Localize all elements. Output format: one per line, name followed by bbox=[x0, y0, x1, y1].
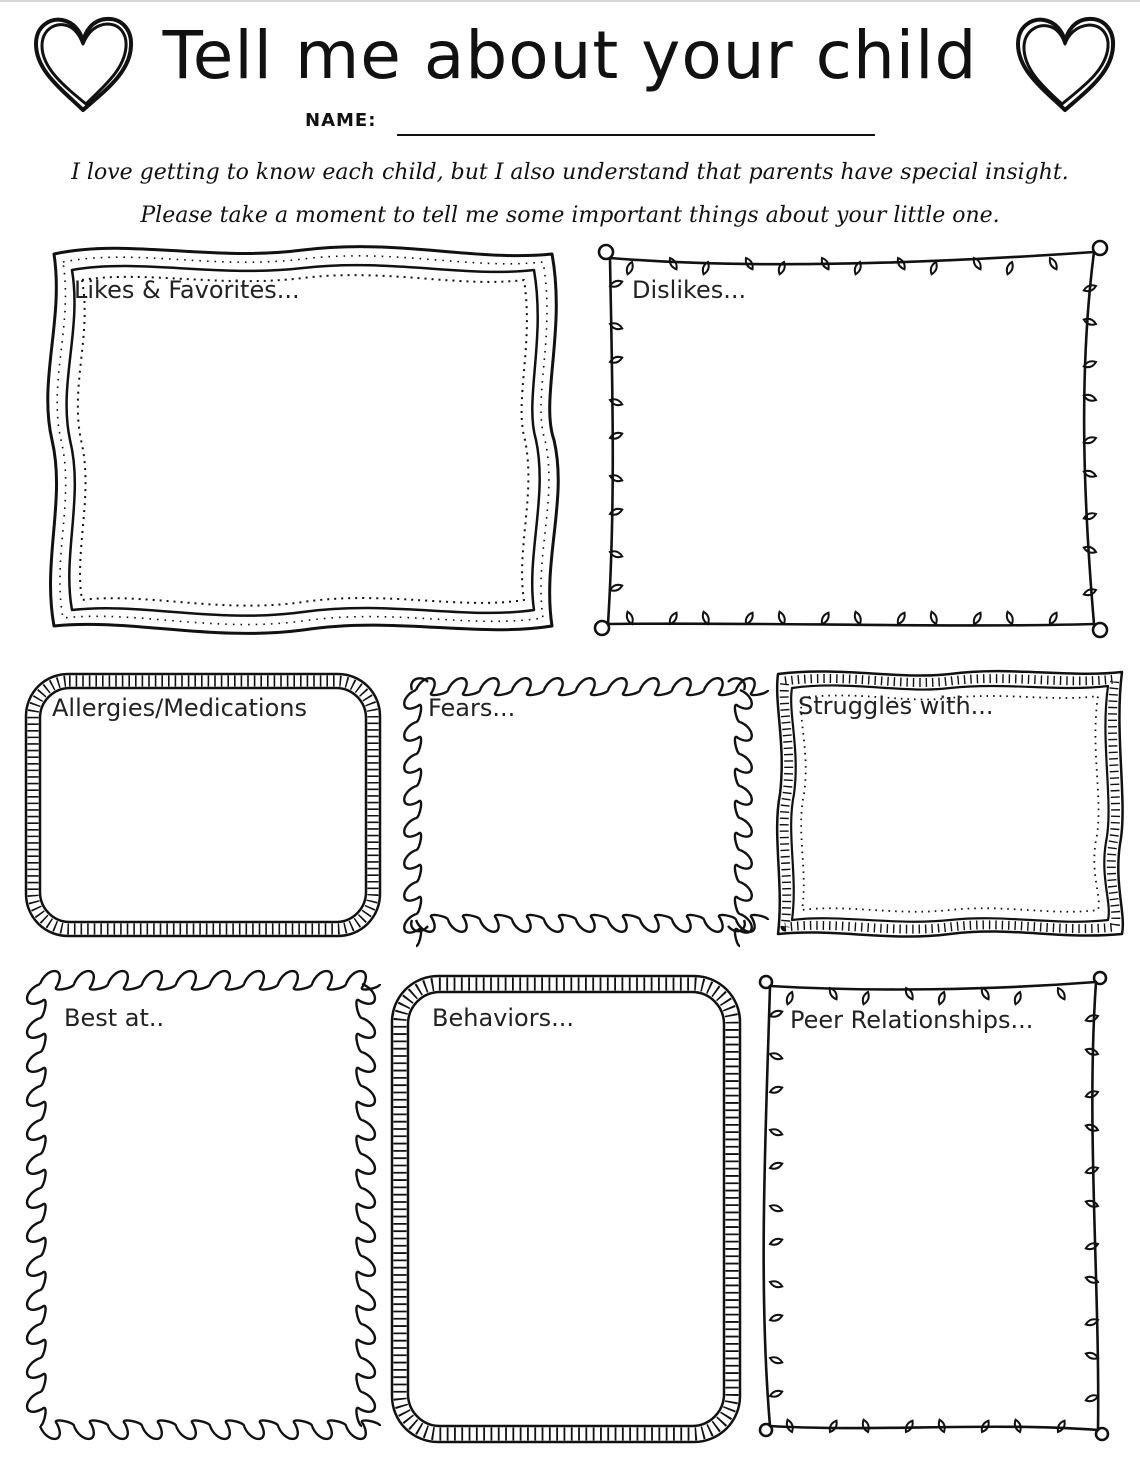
leaf-icon bbox=[770, 1281, 782, 1287]
leaf-icon bbox=[1084, 547, 1096, 553]
leaf-icon bbox=[1086, 1353, 1098, 1359]
leaf-icon bbox=[670, 613, 677, 624]
leaf-icon bbox=[982, 988, 989, 999]
leaf-icon bbox=[1084, 437, 1096, 443]
struggles-box[interactable] bbox=[770, 664, 1130, 942]
leaf-icon bbox=[610, 585, 622, 591]
leaf-icon bbox=[1058, 1421, 1065, 1432]
leaf-icon bbox=[1086, 1167, 1098, 1173]
best-at-label: Best at.. bbox=[64, 1004, 165, 1032]
top-divider bbox=[0, 0, 1140, 2]
dislikes-label: Dislikes... bbox=[632, 276, 747, 304]
leaf-icon bbox=[770, 1357, 782, 1363]
fears-label: Fears... bbox=[428, 694, 516, 722]
leaf-icon bbox=[1084, 589, 1096, 595]
allergies-box[interactable] bbox=[22, 670, 384, 940]
leaf-icon bbox=[627, 612, 633, 624]
loop-icon bbox=[416, 678, 768, 695]
loop-icon bbox=[404, 690, 421, 946]
behaviors-box[interactable] bbox=[388, 972, 744, 1446]
leaf-icon bbox=[1086, 1015, 1098, 1021]
loop-icon bbox=[27, 984, 46, 1426]
leaf-icon bbox=[770, 1087, 782, 1093]
leaf-icon bbox=[1007, 612, 1013, 624]
name-label: NAME: bbox=[305, 110, 377, 131]
peer-label: Peer Relationships... bbox=[790, 1006, 1034, 1034]
leaf-icon bbox=[770, 1239, 782, 1245]
loop-icon bbox=[735, 690, 752, 946]
leaf-icon bbox=[1086, 1395, 1098, 1401]
leaf-icon bbox=[1015, 992, 1021, 1004]
leaf-icon bbox=[931, 612, 937, 624]
leaf-icon bbox=[1058, 988, 1065, 999]
leaf-icon bbox=[670, 258, 677, 269]
page-title: Tell me about your child bbox=[162, 17, 978, 94]
leaf-icon bbox=[863, 1420, 869, 1432]
intro-line-1: I love getting to know each child, but I also understand that parents have special insight. bbox=[71, 160, 1069, 185]
fears-box[interactable] bbox=[398, 668, 758, 940]
leaf-icon bbox=[830, 1421, 837, 1432]
loop-icon bbox=[40, 971, 380, 990]
leaf-icon bbox=[770, 1205, 782, 1211]
heart-left-icon bbox=[30, 14, 136, 118]
name-field[interactable] bbox=[397, 134, 875, 136]
leaf-icon bbox=[1007, 262, 1013, 274]
leaf-icon bbox=[1086, 1201, 1098, 1207]
leaf-icon bbox=[770, 1053, 782, 1059]
leaf-icon bbox=[770, 1011, 782, 1017]
leaf-icon bbox=[770, 1163, 782, 1169]
leaf-icon bbox=[1050, 258, 1057, 269]
behaviors-label: Behaviors... bbox=[432, 1004, 574, 1032]
likes-box[interactable] bbox=[40, 240, 566, 640]
leaf-icon bbox=[703, 612, 709, 624]
heart-right-icon bbox=[1012, 14, 1118, 118]
allergies-label: Allergies/Medications bbox=[52, 694, 307, 722]
leaf-icon bbox=[779, 612, 785, 624]
leaf-icon bbox=[627, 262, 633, 274]
likes-label: Likes & Favorites... bbox=[74, 276, 300, 304]
leaf-icon bbox=[770, 1391, 782, 1397]
intro-line-2: Please take a moment to tell me some important things about your little one. bbox=[140, 203, 1000, 228]
dislikes-box[interactable] bbox=[592, 236, 1112, 640]
leaf-icon bbox=[974, 613, 981, 624]
loop-icon bbox=[356, 984, 375, 1426]
leaf-icon bbox=[787, 992, 793, 1004]
vine-frame bbox=[752, 966, 1114, 1448]
leaf-icon bbox=[746, 613, 753, 624]
leaf-icon bbox=[770, 1129, 782, 1135]
leaf-icon bbox=[931, 262, 937, 274]
leaf-icon bbox=[939, 992, 945, 1004]
leaf-icon bbox=[863, 992, 869, 1004]
leaf-icon bbox=[610, 281, 622, 287]
leaf-icon bbox=[822, 613, 829, 624]
loop-icon bbox=[416, 915, 768, 932]
leaf-icon bbox=[898, 613, 905, 624]
loop-frame bbox=[20, 964, 382, 1448]
struggles-label: Struggles with... bbox=[798, 692, 994, 720]
peer-box[interactable] bbox=[752, 966, 1114, 1448]
leaf-icon bbox=[855, 612, 861, 624]
leaf-icon bbox=[1084, 319, 1096, 325]
loop-icon bbox=[40, 1420, 380, 1439]
leaf-icon bbox=[1084, 395, 1096, 401]
leaf-icon bbox=[898, 258, 905, 269]
name-row bbox=[305, 108, 885, 140]
leaf-icon bbox=[1050, 613, 1057, 624]
leaf-icon bbox=[770, 1315, 782, 1321]
best-at-box[interactable] bbox=[20, 964, 382, 1448]
rope-frame bbox=[388, 972, 744, 1446]
